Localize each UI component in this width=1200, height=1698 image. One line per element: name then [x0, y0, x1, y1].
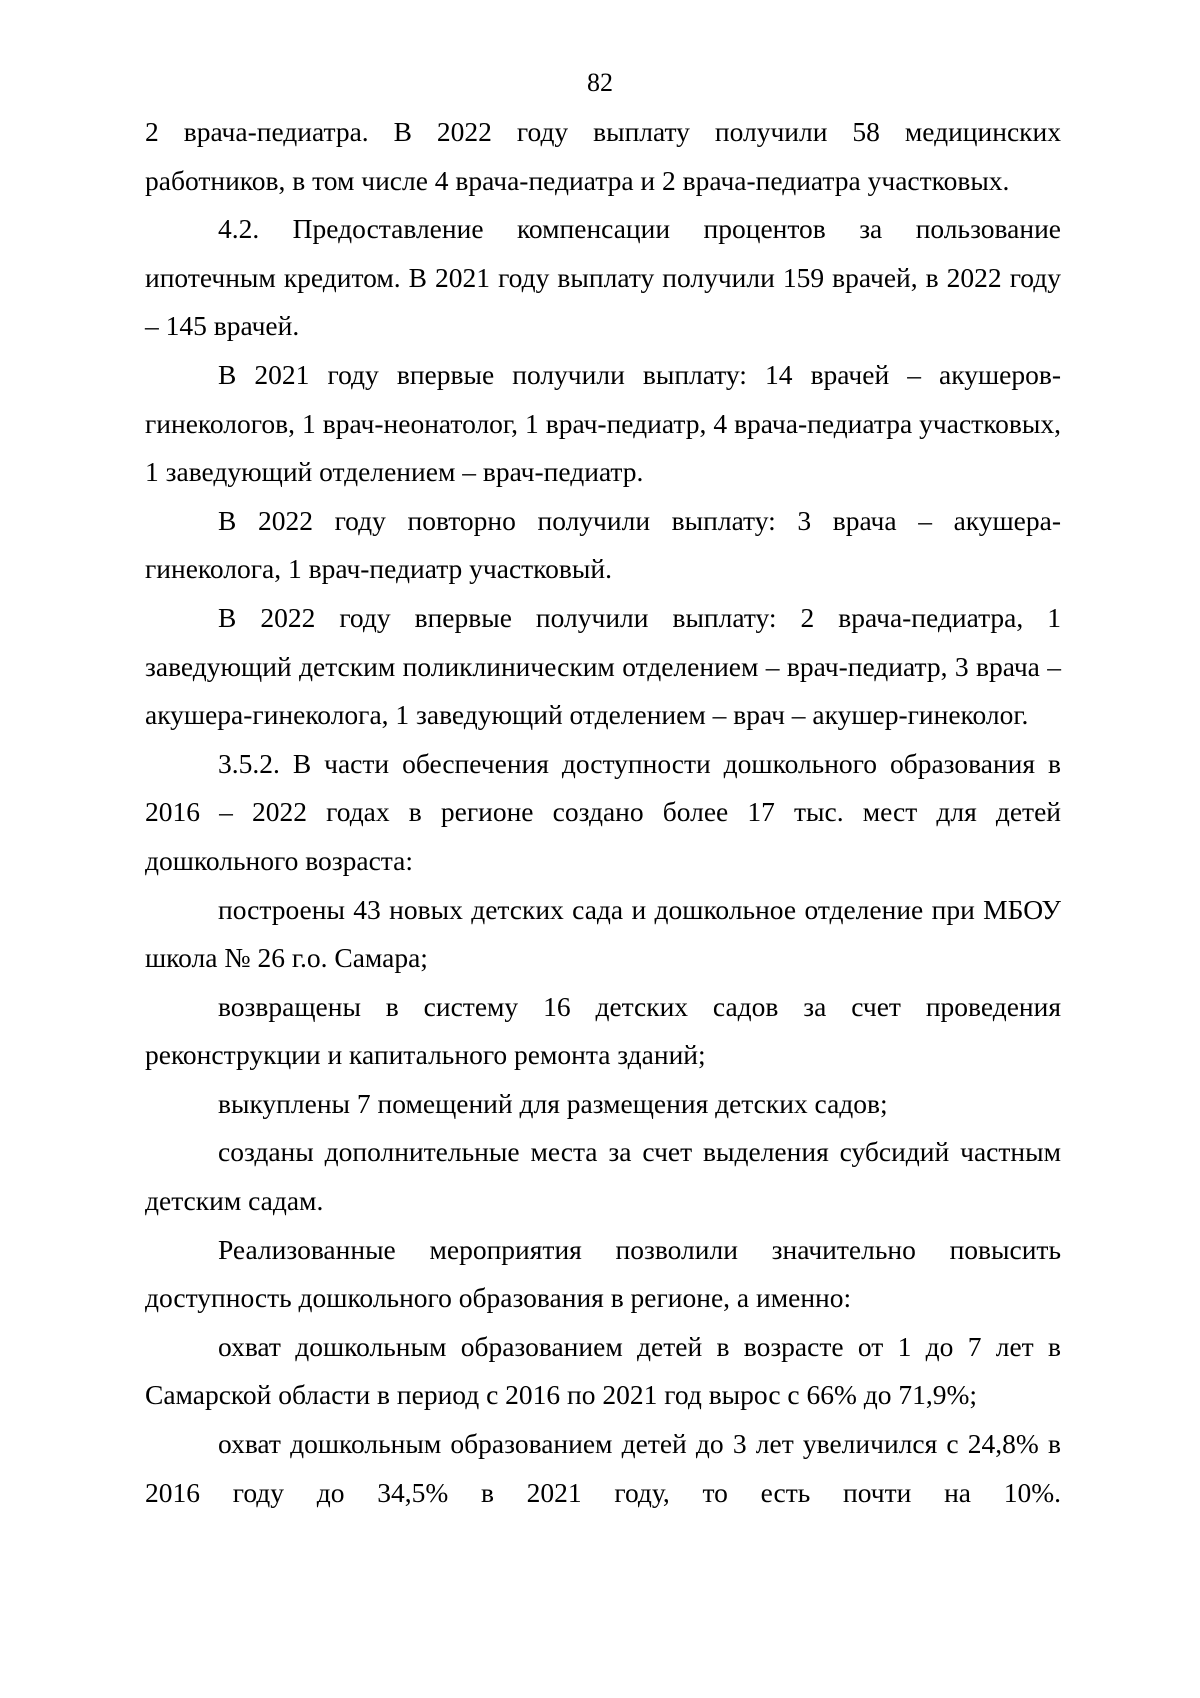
- paragraph-results-intro: Реализованные мероприятия позволили значительно повысить доступность дошкольного образования в регионе, а именно:: [145, 1233, 1061, 1314]
- paragraph-continuation: 2 врача-педиатра. В 2022 году выплату получили 58 медицинских работников, в том числе 4 врача-педиатра и 2 врача-педиатра участковых.: [145, 116, 1061, 196]
- list-item-coverage-1-7: охват дошкольным образованием детей в возрасте от 1 до 7 лет в Самарской области в период с 2016 по 2021 год вырос с 66% до 71,9%;: [145, 1330, 1061, 1411]
- paragraph-mortgage-compensation: 4.2. Предоставление компенсации процентов за пользование ипотечным кредитом. В 2021 году выплату получили 159 врачей, в 2022 году – 145 врачей.: [145, 213, 1061, 342]
- list-item-private-subsidies: созданы дополнительные места за счет выделения субсидий частным детским садам.: [145, 1136, 1061, 1217]
- list-item-purchased-premises: выкуплены 7 помещений для размещения детских садов;: [218, 1087, 888, 1119]
- document-body: [145, 108, 1061, 1517]
- paragraph-2022-first-payment: В 2022 году впервые получили выплату: 2 врача-педиатра, 1 заведующий детским поликлиническим отделением – врач-педиатр, 3 врача – акушера-гинеколога, 1 заведующий отделением – врач – акушер-гинеколог.: [145, 601, 1061, 731]
- page-number: 82: [587, 68, 613, 97]
- list-item-coverage-under-3: охват дошкольным образованием детей до 3 лет увеличился с 24,8% в 2016 году до 34,5% в 2021 году, то есть почти на 10%.: [145, 1428, 1061, 1508]
- paragraph-preschool-section: 3.5.2. В части обеспечения доступности дошкольного образования в 2016 – 2022 годах в регионе создано более 17 тыс. мест для детей дошкольного возраста:: [145, 747, 1061, 876]
- paragraph-2022-repeat-payment: В 2022 году повторно получили выплату: 3 врача – акушера-гинеколога, 1 врач-педиатр участковый.: [145, 504, 1061, 585]
- paragraph-2021-first-payment: В 2021 году впервые получили выплату: 14 врачей – акушеров-гинекологов, 1 врач-неонатолог, 1 врач-педиатр, 4 врача-педиатра участковых, 1 заведующий отделением – врач-педиатр.: [145, 358, 1061, 488]
- list-item-returned-kindergartens: возвращены в систему 16 детских садов за счет проведения реконструкции и капитального ремонта зданий;: [145, 990, 1061, 1071]
- list-item-built-kindergartens: построены 43 новых детских сада и дошкольное отделение при МБОУ школа № 26 г.о. Самара;: [145, 893, 1061, 974]
